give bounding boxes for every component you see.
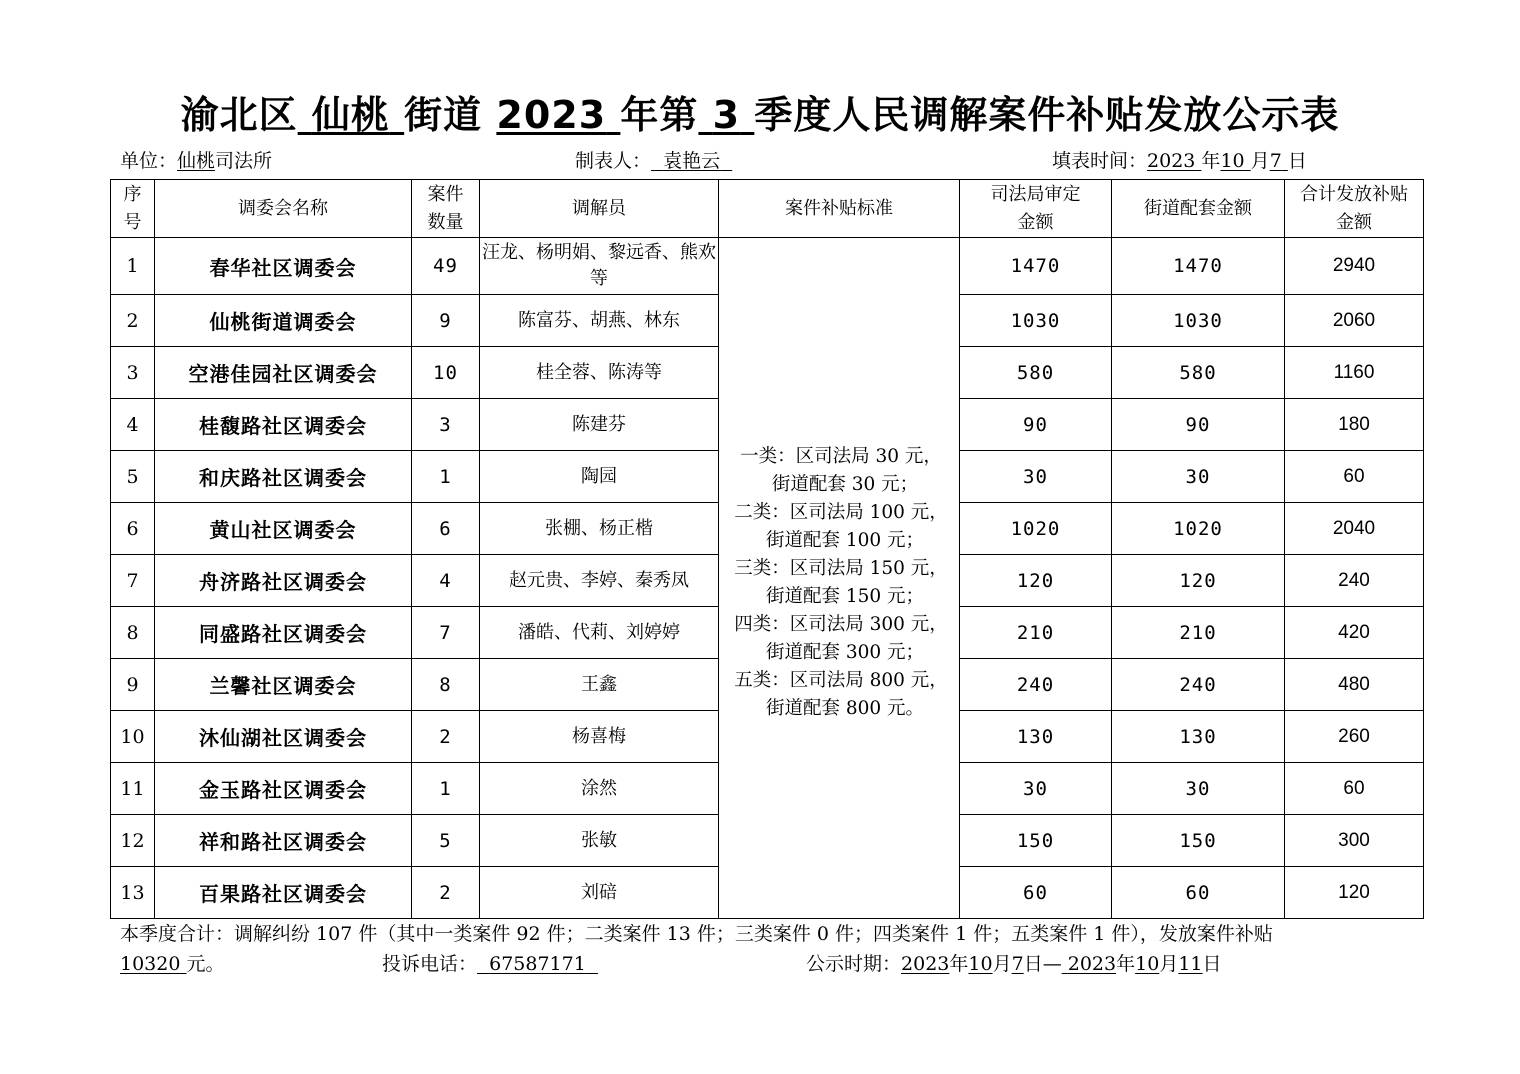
row-seq: 12 bbox=[111, 815, 155, 867]
row-total-amount: 120 bbox=[1285, 867, 1424, 919]
unit-label: 单位： bbox=[120, 150, 178, 172]
row-street-amount: 60 bbox=[1112, 867, 1285, 919]
row-seq: 11 bbox=[111, 763, 155, 815]
row-total-amount: 300 bbox=[1285, 815, 1424, 867]
row-total-amount: 420 bbox=[1285, 607, 1424, 659]
year-char: 年 bbox=[949, 953, 969, 975]
row-committee-name: 黄山社区调委会 bbox=[155, 503, 412, 555]
row-mediator: 张棚、杨正楷 bbox=[480, 503, 719, 555]
row-mediator: 王鑫 bbox=[480, 659, 719, 711]
footer-phone bbox=[382, 949, 598, 976]
end-year: 2023 bbox=[1067, 953, 1117, 975]
start-day: 7 bbox=[1011, 953, 1024, 975]
row-total-amount: 260 bbox=[1285, 711, 1424, 763]
title-street: 仙桃 bbox=[311, 93, 390, 137]
row-committee-name: 同盛路社区调委会 bbox=[155, 607, 412, 659]
row-bureau-amount: 210 bbox=[960, 607, 1112, 659]
row-total-amount: 2940 bbox=[1285, 238, 1424, 295]
standard-line: 二类：区司法局 100 元， bbox=[734, 502, 948, 523]
row-street-amount: 120 bbox=[1112, 555, 1285, 607]
row-mediator: 桂全蓉、陈涛等 bbox=[480, 347, 719, 399]
row-mediator: 刘碚 bbox=[480, 867, 719, 919]
row-bureau-amount: 1470 bbox=[960, 238, 1112, 295]
row-bureau-amount: 120 bbox=[960, 555, 1112, 607]
row-bureau-amount: 1030 bbox=[960, 295, 1112, 347]
date-year: 2023 bbox=[1147, 150, 1196, 172]
date-year-suffix: 年 bbox=[1201, 150, 1221, 172]
month-char-2: 月 bbox=[1159, 953, 1179, 975]
row-mediator: 陶园 bbox=[480, 451, 719, 503]
page-title bbox=[0, 84, 1520, 139]
row-total-amount: 1160 bbox=[1285, 347, 1424, 399]
row-bureau-amount: 150 bbox=[960, 815, 1112, 867]
header-standard: 案件补贴标准 bbox=[719, 180, 960, 238]
row-case-count: 1 bbox=[412, 763, 480, 815]
row-street-amount: 1020 bbox=[1112, 503, 1285, 555]
unit-suffix: 司法所 bbox=[215, 150, 273, 172]
footer-summary bbox=[120, 920, 1273, 949]
row-case-count: 7 bbox=[412, 607, 480, 659]
standard-line: 街道配套 800 元。 bbox=[765, 698, 925, 719]
phone-value: 67587171 bbox=[489, 953, 586, 975]
row-street-amount: 150 bbox=[1112, 815, 1285, 867]
row-case-count: 1 bbox=[412, 451, 480, 503]
maker-info bbox=[575, 146, 732, 173]
amount-value: 10320 bbox=[120, 953, 181, 975]
table-header-row bbox=[111, 180, 1424, 238]
row-street-amount: 210 bbox=[1112, 607, 1285, 659]
standard-line: 街道配套 100 元； bbox=[765, 530, 925, 551]
footer-amount bbox=[120, 949, 225, 976]
row-case-count: 2 bbox=[412, 711, 480, 763]
row-street-amount: 1030 bbox=[1112, 295, 1285, 347]
maker-value: 袁艳云 bbox=[663, 150, 721, 172]
title-year-suffix: 年第 bbox=[620, 93, 699, 137]
row-bureau-amount: 30 bbox=[960, 763, 1112, 815]
title-year: 2023 bbox=[496, 93, 607, 137]
row-street-amount: 580 bbox=[1112, 347, 1285, 399]
subsidy-standard-cell bbox=[719, 238, 960, 919]
month-char: 月 bbox=[992, 953, 1012, 975]
row-mediator: 陈建芬 bbox=[480, 399, 719, 451]
header-name: 调委会名称 bbox=[155, 180, 412, 238]
row-bureau-amount: 90 bbox=[960, 399, 1112, 451]
row-mediator: 陈富芬、胡燕、林东 bbox=[480, 295, 719, 347]
date-label: 填表时间： bbox=[1052, 150, 1148, 172]
row-mediator: 赵元贵、李婷、秦秀凤 bbox=[480, 555, 719, 607]
header-total: 合计发放补贴金额 bbox=[1285, 180, 1424, 238]
subsidy-table bbox=[110, 179, 1424, 919]
row-case-count: 3 bbox=[412, 399, 480, 451]
row-seq: 3 bbox=[111, 347, 155, 399]
footer-period bbox=[806, 949, 1222, 976]
row-committee-name: 金玉路社区调委会 bbox=[155, 763, 412, 815]
date-month-suffix: 月 bbox=[1250, 150, 1270, 172]
end-month: 10 bbox=[1135, 953, 1160, 975]
standard-line: 街道配套 300 元； bbox=[765, 642, 925, 663]
row-case-count: 9 bbox=[412, 295, 480, 347]
row-committee-name: 仙桃街道调委会 bbox=[155, 295, 412, 347]
start-year: 2023 bbox=[901, 953, 950, 975]
row-seq: 2 bbox=[111, 295, 155, 347]
row-seq: 7 bbox=[111, 555, 155, 607]
row-case-count: 2 bbox=[412, 867, 480, 919]
date-day-suffix: 日 bbox=[1287, 150, 1307, 172]
row-total-amount: 240 bbox=[1285, 555, 1424, 607]
row-mediator: 汪龙、杨明娟、黎远香、熊欢等 bbox=[480, 238, 719, 295]
title-rest: 季度人民调解案件补贴发放公示表 bbox=[754, 93, 1340, 137]
row-street-amount: 30 bbox=[1112, 451, 1285, 503]
row-mediator: 张敏 bbox=[480, 815, 719, 867]
row-seq: 4 bbox=[111, 399, 155, 451]
row-seq: 13 bbox=[111, 867, 155, 919]
unit-value: 仙桃 bbox=[177, 150, 216, 172]
row-bureau-amount: 130 bbox=[960, 711, 1112, 763]
standard-line: 五类：区司法局 800 元， bbox=[734, 670, 948, 691]
row-total-amount: 60 bbox=[1285, 451, 1424, 503]
row-street-amount: 130 bbox=[1112, 711, 1285, 763]
start-month: 10 bbox=[968, 953, 993, 975]
row-committee-name: 祥和路社区调委会 bbox=[155, 815, 412, 867]
row-case-count: 8 bbox=[412, 659, 480, 711]
table-row bbox=[111, 238, 1424, 295]
amount-suffix: 元。 bbox=[186, 953, 225, 975]
row-committee-name: 沐仙湖社区调委会 bbox=[155, 711, 412, 763]
header-count: 案件数量 bbox=[412, 180, 480, 238]
row-bureau-amount: 30 bbox=[960, 451, 1112, 503]
row-committee-name: 和庆路社区调委会 bbox=[155, 451, 412, 503]
row-total-amount: 180 bbox=[1285, 399, 1424, 451]
header-bureau: 司法局审定金额 bbox=[960, 180, 1112, 238]
row-street-amount: 1470 bbox=[1112, 238, 1285, 295]
row-total-amount: 2060 bbox=[1285, 295, 1424, 347]
header-mediator: 调解员 bbox=[480, 180, 719, 238]
standard-line: 三类：区司法局 150 元， bbox=[734, 558, 948, 579]
row-seq: 9 bbox=[111, 659, 155, 711]
row-committee-name: 舟济路社区调委会 bbox=[155, 555, 412, 607]
row-case-count: 10 bbox=[412, 347, 480, 399]
end-day: 11 bbox=[1178, 953, 1203, 975]
header-street: 街道配套金额 bbox=[1112, 180, 1285, 238]
row-street-amount: 90 bbox=[1112, 399, 1285, 451]
row-total-amount: 480 bbox=[1285, 659, 1424, 711]
row-committee-name: 桂馥路社区调委会 bbox=[155, 399, 412, 451]
row-case-count: 4 bbox=[412, 555, 480, 607]
unit-info bbox=[120, 146, 272, 173]
row-seq: 8 bbox=[111, 607, 155, 659]
fill-date bbox=[1052, 146, 1307, 173]
row-bureau-amount: 580 bbox=[960, 347, 1112, 399]
title-district: 渝北区 bbox=[180, 93, 298, 137]
header-seq: 序号 bbox=[111, 180, 155, 238]
row-seq: 10 bbox=[111, 711, 155, 763]
row-committee-name: 百果路社区调委会 bbox=[155, 867, 412, 919]
date-day: 7 bbox=[1269, 150, 1282, 172]
row-case-count: 5 bbox=[412, 815, 480, 867]
row-committee-name: 空港佳园社区调委会 bbox=[155, 347, 412, 399]
row-bureau-amount: 1020 bbox=[960, 503, 1112, 555]
year-char-2: 年 bbox=[1116, 953, 1136, 975]
row-mediator: 涂然 bbox=[480, 763, 719, 815]
period-label: 公示时期： bbox=[806, 953, 902, 975]
row-mediator: 潘皓、代莉、刘婷婷 bbox=[480, 607, 719, 659]
phone-label: 投诉电话： bbox=[382, 953, 478, 975]
date-month: 10 bbox=[1220, 150, 1245, 172]
row-seq: 1 bbox=[111, 238, 155, 295]
row-case-count: 6 bbox=[412, 503, 480, 555]
row-seq: 6 bbox=[111, 503, 155, 555]
row-bureau-amount: 60 bbox=[960, 867, 1112, 919]
title-street-suffix: 街道 bbox=[404, 93, 483, 137]
summary-text: 本季度合计：调解纠纷 107 件（其中一类案件 92 件；二类案件 13 件；三类案件 0 件；四类案件 1 件；五类案件 1 件），发放案件补贴 bbox=[120, 923, 1273, 945]
row-case-count: 49 bbox=[412, 238, 480, 295]
row-committee-name: 兰馨社区调委会 bbox=[155, 659, 412, 711]
row-bureau-amount: 240 bbox=[960, 659, 1112, 711]
row-total-amount: 2040 bbox=[1285, 503, 1424, 555]
standard-line: 街道配套 30 元； bbox=[771, 474, 919, 495]
standard-line: 四类：区司法局 300 元， bbox=[734, 614, 948, 635]
day-char: 日 bbox=[1202, 953, 1222, 975]
row-street-amount: 30 bbox=[1112, 763, 1285, 815]
standard-line: 一类：区司法局 30 元， bbox=[740, 446, 942, 467]
row-street-amount: 240 bbox=[1112, 659, 1285, 711]
standard-line: 街道配套 150 元； bbox=[765, 586, 925, 607]
row-committee-name: 春华社区调委会 bbox=[155, 238, 412, 295]
title-quarter: 3 bbox=[712, 93, 741, 137]
period-dash: 日— bbox=[1023, 953, 1062, 975]
row-mediator: 杨喜梅 bbox=[480, 711, 719, 763]
row-total-amount: 60 bbox=[1285, 763, 1424, 815]
row-seq: 5 bbox=[111, 451, 155, 503]
maker-label: 制表人： bbox=[575, 150, 652, 172]
